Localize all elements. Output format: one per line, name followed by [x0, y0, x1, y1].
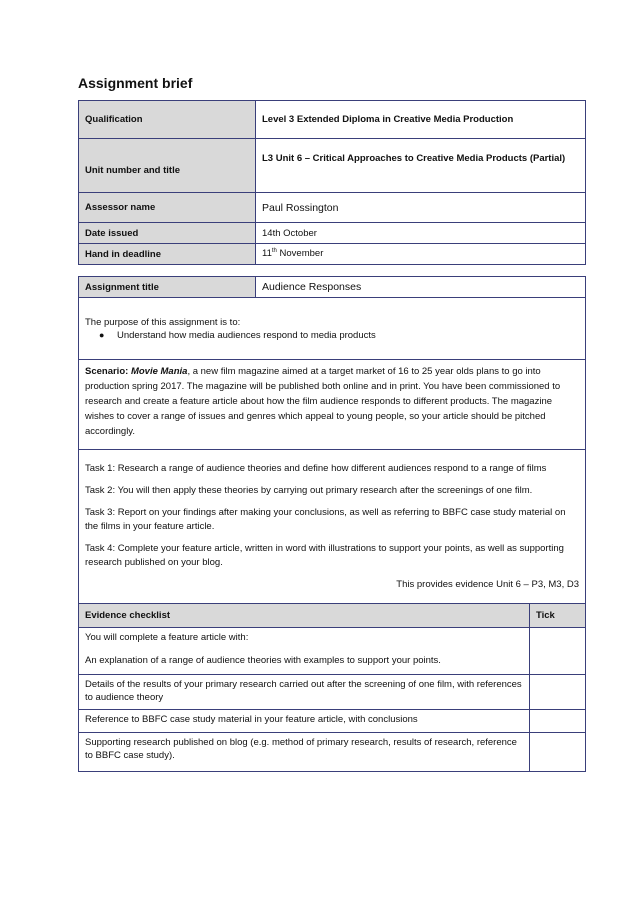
- checklist-header: Evidence checklist: [79, 604, 530, 628]
- tick-box[interactable]: [530, 675, 586, 710]
- assignment-title-row: [79, 277, 586, 298]
- checklist-item-text: [79, 628, 530, 675]
- scenario-row: [79, 360, 586, 450]
- checklist-item-text: Reference to BBFC case study material in your feature article, with conclusions: [79, 710, 530, 733]
- issued-value: 14th October: [256, 223, 586, 244]
- qualification-label: Qualification: [79, 101, 256, 139]
- assignment-title-label: Assignment title: [79, 277, 256, 298]
- checklist-item-line1: You will complete a feature article with:: [85, 632, 249, 643]
- deadline-row: [79, 244, 586, 265]
- purpose-bullet-text: Understand how media audiences respond to media products: [117, 329, 376, 341]
- tick-box[interactable]: [530, 710, 586, 733]
- checklist-item: [79, 733, 586, 772]
- qualification-row: [79, 101, 586, 139]
- assessor-row: [79, 193, 586, 223]
- tasks-cell: [79, 450, 586, 604]
- checklist-item: [79, 710, 586, 733]
- scenario-cell: [79, 360, 586, 450]
- assignment-table: [78, 276, 586, 604]
- assignment-title-value: Audience Responses: [256, 277, 586, 298]
- checklist-item-line2: An explanation of a range of audience theories with examples to support your points.: [85, 655, 441, 666]
- scenario-label: Scenario:: [85, 366, 129, 377]
- assessor-label: Assessor name: [79, 193, 256, 223]
- assessor-value: Paul Rossington: [256, 193, 586, 223]
- scenario-text: , a new film magazine aimed at a target market of 16 to 25 year olds plans to go into production spring 2017. The magazine will be published both online and in print. You have been commissioned to research and create a feature article about how the film audience responds to different products. The magazine wishes to cover a range of issues and genres which appeal to young people, so your article should be pitched accordingly.: [85, 366, 561, 437]
- page-heading: Assignment brief: [78, 75, 193, 91]
- scenario-magazine-name: Movie Mania: [130, 366, 188, 377]
- deadline-label: Hand in deadline: [79, 244, 256, 265]
- checklist-item: [79, 628, 586, 675]
- issued-row: [79, 223, 586, 244]
- issued-label: Date issued: [79, 223, 256, 244]
- checklist-header-row: [79, 604, 586, 628]
- purpose-bullet: [99, 330, 579, 341]
- purpose-intro: The purpose of this assignment is to:: [85, 316, 241, 328]
- deadline-day: 11: [262, 248, 272, 260]
- qualification-value: Level 3 Extended Diploma in Creative Media Production: [256, 101, 586, 139]
- task-1: Task 1: Research a range of audience theories and define how different audiences respond to a range of films: [85, 463, 547, 474]
- tick-box[interactable]: [530, 628, 586, 675]
- purpose-cell: [79, 298, 586, 360]
- unit-row: [79, 139, 586, 193]
- unit-label: Unit number and title: [79, 139, 256, 193]
- evidence-line: This provides evidence Unit 6 – P3, M3, D3: [396, 579, 579, 590]
- evidence-checklist-table: [78, 603, 586, 772]
- task-2: Task 2: You will then apply these theories by carrying out primary research after the screenings of one film.: [85, 485, 533, 496]
- unit-value: L3 Unit 6 – Critical Approaches to Creative Media Products (Partial): [256, 139, 586, 193]
- deadline-month: November: [276, 248, 324, 260]
- details-table: [78, 100, 586, 265]
- purpose-row: [79, 298, 586, 360]
- tick-header: Tick: [530, 604, 586, 628]
- task-4: Task 4: Complete your feature article, written in word with illustrations to support your points, as well as supporting research published on your blog.: [85, 543, 564, 568]
- task-3: Task 3: Report on your findings after making your conclusions, as well as referring to BBFC case study material on the films in your feature article.: [85, 507, 566, 532]
- bullet-icon: ●: [99, 329, 105, 340]
- checklist-item-text: Supporting research published on blog (e.g. method of primary research, results of research, reference to BBFC case study).: [79, 733, 530, 772]
- checklist-item-text: Details of the results of your primary research carried out after the screening of one film, with references to audience theory: [79, 675, 530, 710]
- deadline-suffix: th: [271, 248, 277, 255]
- deadline-value: [256, 244, 586, 265]
- tasks-row: [79, 450, 586, 604]
- tick-box[interactable]: [530, 733, 586, 772]
- checklist-item: [79, 675, 586, 710]
